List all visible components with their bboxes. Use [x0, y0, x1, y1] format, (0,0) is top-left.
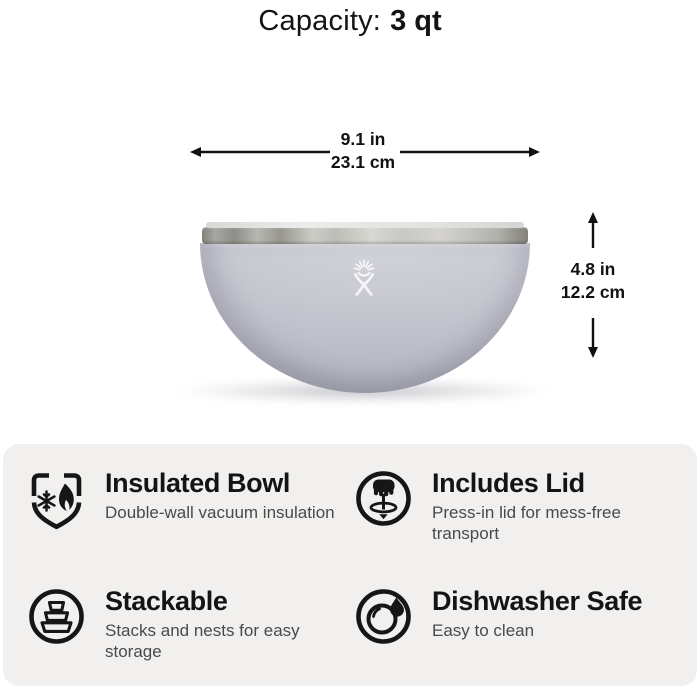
feature-description: Press-in lid for mess-free transport	[432, 503, 621, 543]
feature-title: Dishwasher Safe	[432, 586, 643, 616]
feature-insulated-bowl	[28, 470, 347, 532]
bowl-steel-band	[202, 227, 528, 244]
width-inches: 9.1 in	[340, 129, 386, 149]
width-centimeters: 23.1 cm	[330, 152, 396, 172]
feature-title: Stackable	[105, 586, 228, 616]
capacity-label: Capacity:	[258, 5, 382, 37]
capacity-value: 3 qt	[390, 5, 442, 37]
feature-includes-lid	[355, 470, 674, 544]
height-dimension-label	[533, 258, 653, 304]
feature-stackable	[28, 588, 347, 662]
bowl-lid-edge	[206, 222, 524, 228]
width-dimension-label	[293, 128, 433, 174]
shield-temperature-icon	[28, 470, 85, 532]
feature-description: Double-wall vacuum insulation	[105, 503, 335, 522]
feature-title: Includes Lid	[432, 468, 585, 498]
feature-dishwasher-safe	[355, 588, 674, 645]
hydro-flask-logo-icon	[346, 256, 382, 296]
dishwasher-droplet-icon	[355, 588, 412, 645]
press-lid-icon	[355, 470, 412, 527]
feature-title: Insulated Bowl	[105, 468, 290, 498]
height-inches: 4.8 in	[570, 259, 616, 279]
stacked-bowls-icon	[28, 588, 85, 645]
page-title	[0, 5, 700, 38]
feature-description: Stacks and nests for easy storage	[105, 621, 300, 661]
feature-description: Easy to clean	[432, 621, 535, 640]
height-centimeters: 12.2 cm	[560, 282, 626, 302]
features-panel	[3, 444, 697, 686]
